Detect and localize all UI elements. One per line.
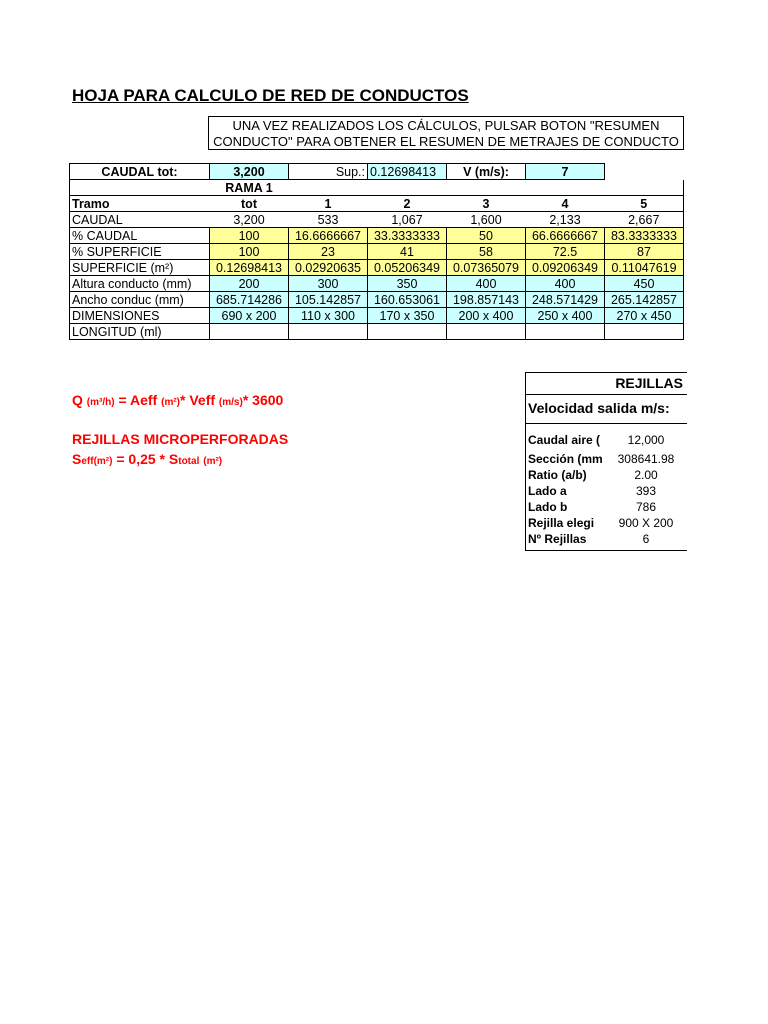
- cell: 0.12698413: [210, 260, 289, 276]
- grille-row-value: 2.00: [634, 468, 658, 482]
- table-row: [70, 212, 684, 228]
- velocity-input[interactable]: 7: [526, 164, 605, 180]
- cell[interactable]: [210, 324, 289, 340]
- grilles-panel: [525, 372, 687, 551]
- cell: 270 x 450: [605, 308, 684, 324]
- table-row: [70, 196, 684, 212]
- velocity-label: V (m/s):: [447, 164, 526, 180]
- grille-row-label: Lado a: [528, 484, 567, 498]
- formula-q: Q: [72, 392, 83, 408]
- cell: 5: [605, 196, 684, 212]
- cell[interactable]: [605, 324, 684, 340]
- formula-v-unit: (m/s): [218, 397, 243, 408]
- cell[interactable]: 100: [210, 244, 289, 260]
- table-row: [70, 260, 684, 276]
- instructions-notice: UNA VEZ REALIZADOS LOS CÁLCULOS, PULSAR BOTON "RESUMEN CONDUCTO" PARA OBTENER EL RESUMEN DE METRAJES DE CONDUCTO: [208, 116, 684, 150]
- cell: 0.05206349: [368, 260, 447, 276]
- row-label: % CAUDAL: [70, 228, 210, 244]
- cell: 0.09206349: [526, 260, 605, 276]
- cell[interactable]: 83.3333333: [605, 228, 684, 244]
- formula2-eq: = 0,25 * S: [116, 451, 179, 467]
- cell: 1: [289, 196, 368, 212]
- grille-row-value: 786: [635, 500, 657, 514]
- cell[interactable]: 350: [368, 276, 447, 292]
- table-row: [70, 292, 684, 308]
- cell: 200 x 400: [447, 308, 526, 324]
- cell: 0.07365079: [447, 260, 526, 276]
- formula-eq: = Aeff: [118, 392, 158, 408]
- grille-row: [526, 467, 687, 483]
- formula2-s1: S: [72, 451, 82, 467]
- grille-row-label: Lado b: [528, 500, 568, 514]
- page-title: HOJA PARA CALCULO DE RED DE CONDUCTOS: [72, 86, 469, 105]
- grille-row: [526, 483, 687, 499]
- formula-times1: * Veff: [180, 392, 216, 408]
- cell: tot: [210, 196, 289, 212]
- formula2-unit: (m²): [203, 456, 223, 467]
- table-row: [70, 324, 684, 340]
- cell[interactable]: 41: [368, 244, 447, 260]
- velocity-output-label: Velocidad salida m/s:: [526, 395, 687, 424]
- cell[interactable]: 16.6666667: [289, 228, 368, 244]
- cell: 160.653061: [368, 292, 447, 308]
- row-label: Altura conducto (mm): [70, 276, 210, 292]
- cell: 105.142857: [289, 292, 368, 308]
- grille-row-label: Nº Rejillas: [528, 532, 587, 546]
- cell: 0.11047619: [605, 260, 684, 276]
- cell: 1,600: [447, 212, 526, 228]
- caudal-tot-label: CAUDAL tot:: [70, 164, 210, 180]
- table-row: [70, 228, 684, 244]
- sup-value: 0.12698413: [368, 164, 447, 180]
- cell[interactable]: 87: [605, 244, 684, 260]
- cell: 690 x 200: [210, 308, 289, 324]
- cell: 1,067: [368, 212, 447, 228]
- cell: 3,200: [210, 212, 289, 228]
- cell[interactable]: [447, 324, 526, 340]
- grille-row-value: 393: [635, 484, 657, 498]
- formula-a-unit: (m²): [161, 397, 181, 408]
- grille-row: [526, 451, 687, 467]
- formula-q-unit: (m³/h): [86, 397, 115, 408]
- cell: 685.714286: [210, 292, 289, 308]
- cell[interactable]: 33.3333333: [368, 228, 447, 244]
- table-row: [70, 308, 684, 324]
- cell: 4: [526, 196, 605, 212]
- cell: 248.571429: [526, 292, 605, 308]
- cell: 170 x 350: [368, 308, 447, 324]
- cell[interactable]: 400: [447, 276, 526, 292]
- caudal-tot-input[interactable]: 3,200: [210, 164, 289, 180]
- cell: 3: [447, 196, 526, 212]
- cell[interactable]: [289, 324, 368, 340]
- cell[interactable]: 400: [526, 276, 605, 292]
- cell[interactable]: 200: [210, 276, 289, 292]
- cell: 533: [289, 212, 368, 228]
- grille-row: [526, 531, 687, 547]
- duct-calculation-table: [69, 163, 684, 340]
- cell[interactable]: 66.6666667: [526, 228, 605, 244]
- cell[interactable]: 23: [289, 244, 368, 260]
- cell: 2,667: [605, 212, 684, 228]
- cell: 250 x 400: [526, 308, 605, 324]
- grille-row-label: Sección (mm: [528, 452, 603, 466]
- formula2-s1-sub: eff(m²): [81, 456, 113, 467]
- cell: 265.142857: [605, 292, 684, 308]
- grille-row: [526, 515, 687, 531]
- row-label: DIMENSIONES: [70, 308, 210, 324]
- row-label: Tramo: [70, 196, 210, 212]
- cell[interactable]: [526, 324, 605, 340]
- row-label: SUPERFICIE (m²): [70, 260, 210, 276]
- cell: 2,133: [526, 212, 605, 228]
- grille-row: [526, 432, 687, 448]
- row-label: Ancho conduc (mm): [70, 292, 210, 308]
- grille-row: [526, 499, 687, 515]
- cell: 2: [368, 196, 447, 212]
- grilles-title: REJILLAS: [526, 373, 687, 395]
- grille-row-value: 6: [642, 532, 650, 546]
- cell: 0.02920635: [289, 260, 368, 276]
- flow-formula: [72, 392, 283, 408]
- cell: 198.857143: [447, 292, 526, 308]
- grille-row-label: Rejilla elegi: [528, 516, 595, 530]
- cell[interactable]: 72.5: [526, 244, 605, 260]
- sup-label: Sup.:: [289, 164, 368, 180]
- grille-row-value: 900 X 200: [618, 516, 674, 530]
- formula2-s2-sub: total: [178, 456, 200, 467]
- grille-row-label: Ratio (a/b): [528, 468, 587, 482]
- cell[interactable]: 450: [605, 276, 684, 292]
- cell[interactable]: 50: [447, 228, 526, 244]
- cell[interactable]: [368, 324, 447, 340]
- table-row: [70, 276, 684, 292]
- micro-grilles-title: REJILLAS MICROPERFORADAS: [72, 431, 289, 447]
- grille-row-value: 12,000: [627, 433, 665, 447]
- surface-formula: [72, 451, 222, 467]
- cell[interactable]: 100: [210, 228, 289, 244]
- cell[interactable]: 300: [289, 276, 368, 292]
- table-row: [70, 244, 684, 260]
- grille-row-value: 308641.98: [617, 452, 675, 466]
- cell: 110 x 300: [289, 308, 368, 324]
- row-label: LONGITUD (ml): [70, 324, 210, 340]
- grille-row-label: Caudal aire (: [528, 433, 601, 447]
- cell[interactable]: 58: [447, 244, 526, 260]
- rama-label: RAMA 1: [225, 180, 273, 195]
- formula-times2: * 3600: [242, 392, 284, 408]
- row-label: CAUDAL: [70, 212, 210, 228]
- row-label: % SUPERFICIE: [70, 244, 210, 260]
